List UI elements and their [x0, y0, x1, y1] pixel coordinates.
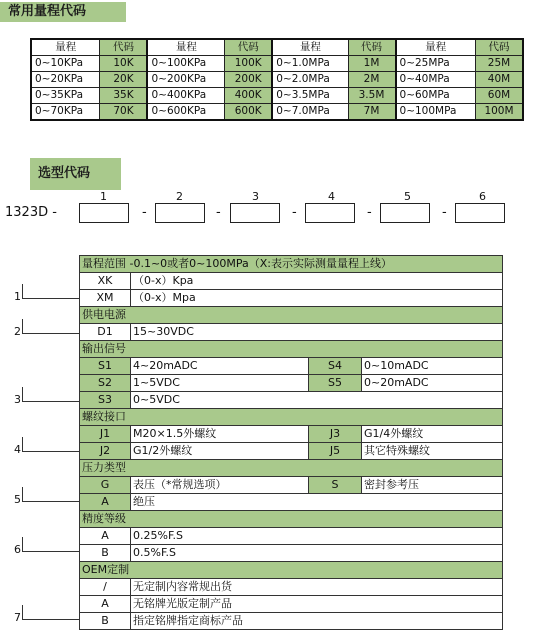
- option-code: XK: [80, 273, 131, 290]
- option-code: S2: [80, 375, 131, 392]
- dash-separator: -: [142, 205, 147, 220]
- marker-number: 5: [14, 493, 21, 506]
- code-box-1[interactable]: [79, 203, 129, 223]
- code-cell: 10K: [100, 56, 148, 72]
- header-cell: 量程: [31, 39, 100, 56]
- option-desc: 无铭牌光版定制产品: [131, 596, 503, 613]
- range-cell: 0~7.0MPa: [272, 104, 348, 121]
- option-desc: G1/2外螺纹: [131, 443, 309, 460]
- range-cell: 0~400KPa: [147, 88, 224, 104]
- option-desc: 密封参考压: [362, 477, 503, 494]
- range-cell: 0~100MPa: [396, 104, 476, 121]
- range-cell: 0~35KPa: [31, 88, 100, 104]
- header-cell: 量程: [272, 39, 348, 56]
- header-cell: 量程: [396, 39, 476, 56]
- thread-section-title: 螺纹接口: [80, 409, 503, 426]
- code-cell: 3.5M: [348, 88, 396, 104]
- table-row: [80, 613, 503, 630]
- header-cell: 量程: [147, 39, 224, 56]
- option-code: S5: [309, 375, 362, 392]
- table-header-row: [31, 39, 523, 56]
- position-number: 5: [404, 190, 411, 203]
- option-desc: 0~10mADC: [362, 358, 503, 375]
- marker-number: 6: [14, 543, 21, 556]
- marker-number: 4: [14, 443, 21, 456]
- table-row: [80, 426, 503, 443]
- range-cell: 0~2.0MPa: [272, 72, 348, 88]
- option-code: S3: [80, 392, 131, 409]
- option-code: A: [80, 528, 131, 545]
- option-desc: 1~5VDC: [131, 375, 309, 392]
- option-code: J2: [80, 443, 131, 460]
- marker-number: 2: [14, 325, 21, 338]
- option-code: XM: [80, 290, 131, 307]
- code-cell: 100M: [476, 104, 524, 121]
- code-cell: 600K: [225, 104, 273, 121]
- table-row: [80, 324, 503, 341]
- option-desc: M20×1.5外螺纹: [131, 426, 309, 443]
- range-cell: 0~25MPa: [396, 56, 476, 72]
- position-number: 2: [176, 190, 183, 203]
- range-cell: 0~10KPa: [31, 56, 100, 72]
- code-cell: 2M: [348, 72, 396, 88]
- dash-separator: -: [442, 205, 447, 220]
- code-box-5[interactable]: [380, 203, 430, 223]
- option-desc: 其它特殊螺纹: [362, 443, 503, 460]
- option-code: B: [80, 545, 131, 562]
- option-desc: 0.25%F.S: [131, 528, 503, 545]
- code-cell: 400K: [225, 88, 273, 104]
- option-desc: 4~20mADC: [131, 358, 309, 375]
- option-desc: 表压（*常规选项）: [131, 477, 309, 494]
- table-row: [31, 88, 523, 104]
- code-cell: 60M: [476, 88, 524, 104]
- option-desc: 指定铭牌指定商标产品: [131, 613, 503, 630]
- range-cell: 0~20KPa: [31, 72, 100, 88]
- option-code: J1: [80, 426, 131, 443]
- code-cell: 70K: [100, 104, 148, 121]
- header-cell: 代码: [100, 39, 148, 56]
- table-row: [80, 545, 503, 562]
- marker-number: 3: [14, 393, 21, 406]
- range-cell: 0~1.0MPa: [272, 56, 348, 72]
- section-title-model-code: 选型代码: [30, 158, 121, 190]
- range-cell: 0~70KPa: [31, 104, 100, 121]
- option-desc: （0-x）Mpa: [131, 290, 503, 307]
- table-row: [31, 72, 523, 88]
- code-box-3[interactable]: [230, 203, 280, 223]
- option-desc: G1/4外螺纹: [362, 426, 503, 443]
- position-number: 3: [252, 190, 259, 203]
- table-row: [80, 494, 503, 511]
- table-row: [31, 56, 523, 72]
- oem-section-title: OEM定制: [80, 562, 503, 579]
- code-cell: 35K: [100, 88, 148, 104]
- spec-table: [79, 255, 503, 630]
- option-desc: 0~20mADC: [362, 375, 503, 392]
- option-code: G: [80, 477, 131, 494]
- option-desc: 15~30VDC: [131, 324, 503, 341]
- code-cell: 7M: [348, 104, 396, 121]
- dash-separator: -: [367, 205, 372, 220]
- range-cell: 0~600KPa: [147, 104, 224, 121]
- table-row: [31, 104, 523, 121]
- marker-number: 1: [14, 290, 21, 303]
- header-cell: 代码: [225, 39, 273, 56]
- position-number: 6: [479, 190, 486, 203]
- table-row: [80, 273, 503, 290]
- option-desc: 绝压: [131, 494, 503, 511]
- header-cell: 代码: [476, 39, 524, 56]
- accuracy-section-title: 精度等级: [80, 511, 503, 528]
- table-row: [80, 392, 503, 409]
- table-row: [80, 596, 503, 613]
- code-cell: 40M: [476, 72, 524, 88]
- code-box-4[interactable]: [305, 203, 355, 223]
- dash-separator: -: [216, 205, 221, 220]
- dash-separator: -: [292, 205, 297, 220]
- pressure-type-section-title: 压力类型: [80, 460, 503, 477]
- table-row: [80, 290, 503, 307]
- option-desc: 0~5VDC: [131, 392, 503, 409]
- range-cell: 0~40MPa: [396, 72, 476, 88]
- output-section-title: 输出信号: [80, 341, 503, 358]
- option-code: D1: [80, 324, 131, 341]
- option-desc: 无定制内容常规出货: [131, 579, 503, 596]
- code-box-2[interactable]: [155, 203, 205, 223]
- range-cell: 0~3.5MPa: [272, 88, 348, 104]
- code-cell: 1M: [348, 56, 396, 72]
- section-title-common-ranges: 常用量程代码: [0, 2, 126, 22]
- code-cell: 100K: [225, 56, 273, 72]
- option-desc: 0.5%F.S: [131, 545, 503, 562]
- option-code: S: [309, 477, 362, 494]
- option-code: J3: [309, 426, 362, 443]
- range-code-table: [30, 38, 524, 121]
- option-code: J5: [309, 443, 362, 460]
- option-code: B: [80, 613, 131, 630]
- range-section-title: 量程范围 -0.1~0或者0~100MPa（X:表示实际测量量程上线）: [80, 256, 503, 273]
- range-cell: 0~60MPa: [396, 88, 476, 104]
- table-row: [80, 443, 503, 460]
- code-box-6[interactable]: [455, 203, 505, 223]
- table-row: [80, 528, 503, 545]
- option-code: S4: [309, 358, 362, 375]
- table-row: [80, 477, 503, 494]
- option-code: A: [80, 596, 131, 613]
- marker-number: 7: [14, 611, 21, 624]
- position-number: 1: [100, 190, 107, 203]
- table-row: [80, 375, 503, 392]
- model-prefix: 1323D -: [5, 205, 57, 220]
- range-cell: 0~100KPa: [147, 56, 224, 72]
- code-cell: 200K: [225, 72, 273, 88]
- option-desc: （0-x）Kpa: [131, 273, 503, 290]
- header-cell: 代码: [348, 39, 396, 56]
- power-section-title: 供电电源: [80, 307, 503, 324]
- option-code: /: [80, 579, 131, 596]
- table-row: [80, 579, 503, 596]
- position-number: 4: [328, 190, 335, 203]
- code-cell: 25M: [476, 56, 524, 72]
- option-code: S1: [80, 358, 131, 375]
- range-cell: 0~200KPa: [147, 72, 224, 88]
- table-row: [80, 358, 503, 375]
- code-cell: 20K: [100, 72, 148, 88]
- option-code: A: [80, 494, 131, 511]
